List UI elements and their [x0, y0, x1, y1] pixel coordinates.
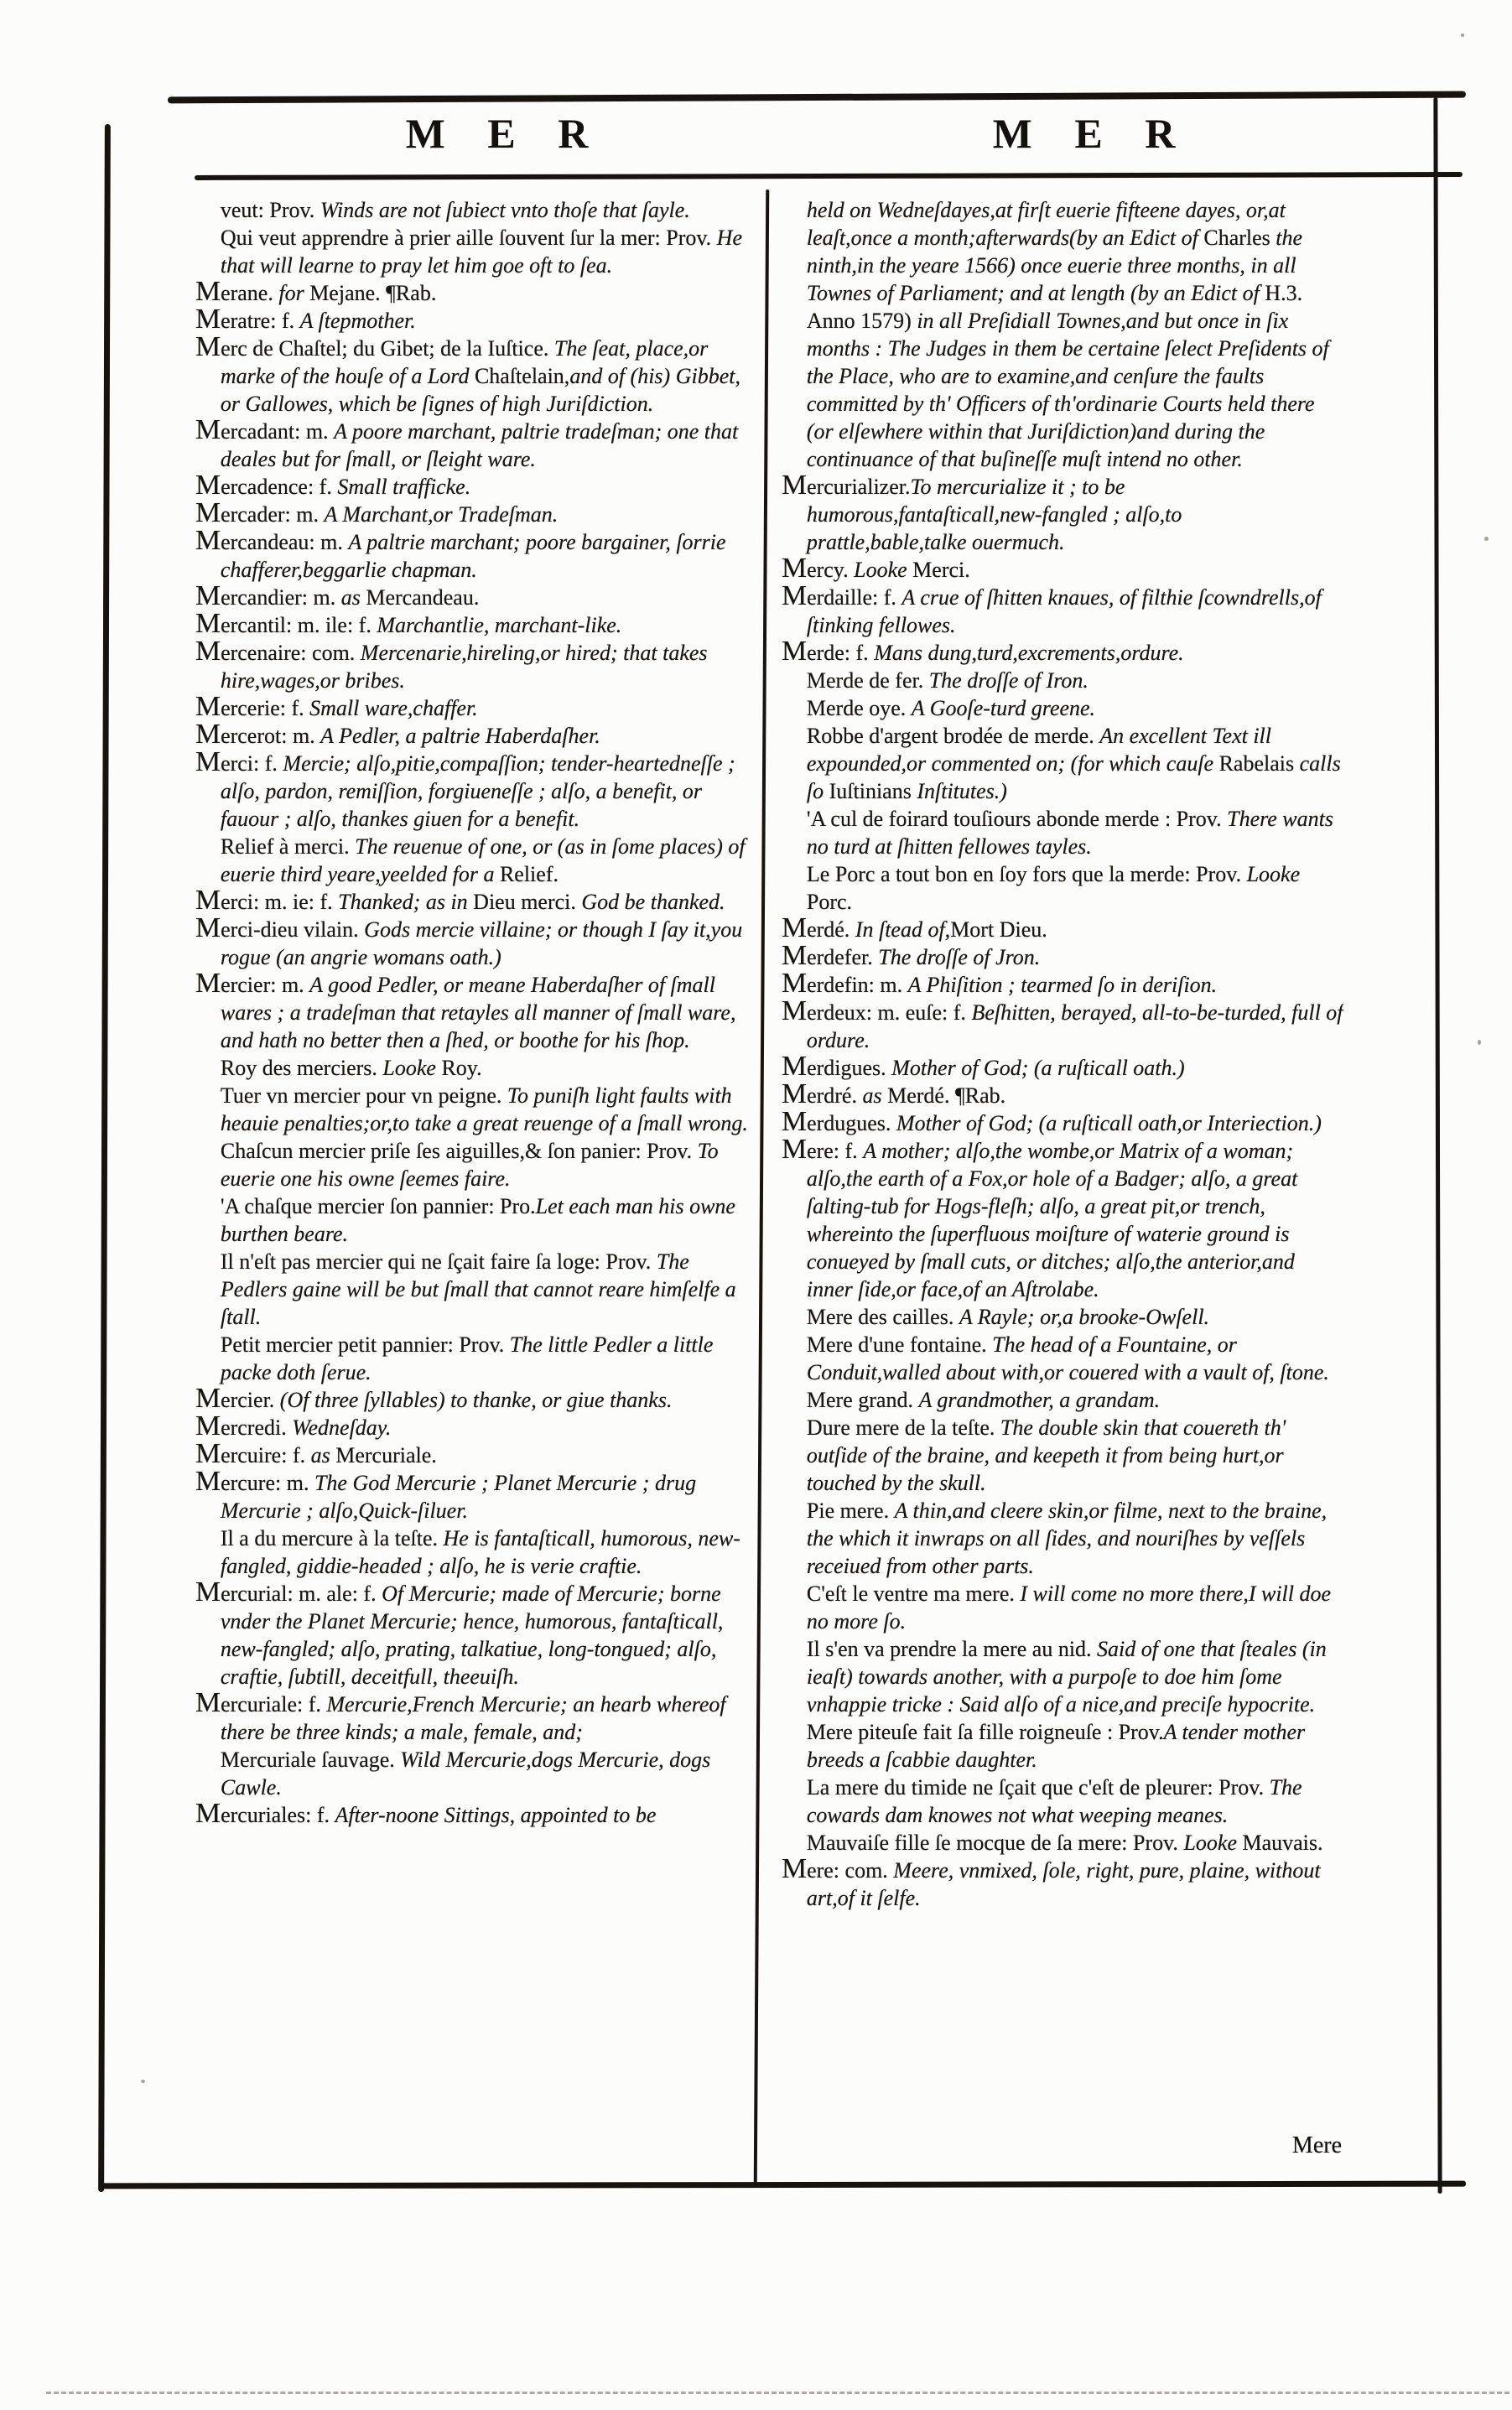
- headword-text: Mercader: m.: [195, 497, 325, 528]
- headword-text: Pie mere.: [806, 1498, 895, 1523]
- definition-text: The droſſe of Iron.: [928, 668, 1089, 693]
- dictionary-subentry: [195, 1192, 757, 1248]
- definition-text: To puniſh light faults with heauie penalties;or,to take a great reuenge of a ſmall wrong.: [220, 1083, 748, 1135]
- headword-text: Charles: [1203, 226, 1276, 250]
- definition-text: and of (his) Gibbet, or Gallowes, which be ſignes of high Juriſdiction.: [220, 364, 740, 416]
- definition-text: The head of a Fountaine, or Conduit,walled about with,or couered with a vault of, ſtone.: [806, 1332, 1329, 1384]
- definition-text: Meere, vnmixed, ſole, right, pure, plaine, without art,of it ſelfe.: [806, 1858, 1321, 1910]
- dictionary-subentry: [782, 805, 1343, 860]
- dictionary-entry: [195, 885, 757, 916]
- definition-text: as: [862, 1083, 888, 1108]
- dictionary-subentry: [195, 1137, 757, 1192]
- headword-text: Relief à merci.: [220, 834, 356, 859]
- definition-text: Wild Mercurie,dogs Mercurie, dogs Cawle.: [220, 1748, 711, 1800]
- headword-text: Relief.: [499, 862, 559, 886]
- definition-text: Gods mercie villaine; or though I ſay it,you rogue (an angrie womans oath.): [220, 917, 743, 969]
- definition-text: The Pedlers gaine will be but ſmall that cannot reare himſelfe a ſtall.: [220, 1249, 736, 1329]
- definition-text: After-noone Sittings, appointed to be: [335, 1803, 657, 1827]
- headword-text: Meratre: f.: [195, 304, 300, 335]
- headword-text: Mercantil: m. ile: f.: [195, 608, 377, 639]
- definition-text: The droſſe of Jron.: [878, 945, 1041, 969]
- headword-text: Il s'en va prendre la mere au nid.: [806, 1637, 1098, 1661]
- dictionary-subentry: [195, 1524, 757, 1580]
- dictionary-entry: [782, 636, 1343, 667]
- definition-text: A Pedler, a paltrie Haberdaſher.: [320, 724, 600, 748]
- dictionary-entry: [195, 968, 757, 1054]
- dictionary-subentry: [782, 694, 1343, 722]
- definition-text: Of Mercurie; made of Mercurie; borne vnder the Planet Mercurie; hence, humorous, fantaſticall, new-fangled; alſo, prating, talkatiue, long-tongued; alſo, craftie, ſubtill, deceitfull, theeuiſh.: [220, 1582, 724, 1689]
- headword-text: Mercerie: f.: [195, 691, 310, 722]
- dictionary-subentry: [782, 1774, 1343, 1829]
- headword-text: Merde: f.: [782, 636, 875, 667]
- page-bottom-edge: [46, 2392, 1509, 2394]
- dictionary-entry: [782, 1853, 1343, 1912]
- headword-text: Mercurial: m. ale: f.: [195, 1576, 382, 1608]
- definition-text: Mercenarie,hireling,or hired; that takes hire,wages,or bribes.: [220, 641, 708, 693]
- dictionary-entry: [195, 1383, 757, 1414]
- headword-text: Mercure: m.: [195, 1466, 314, 1497]
- definition-text: Mercie; alſo,pitie,compaſſion; tender-heartedneſſe ; alſo, pardon, remiſſion, forgiueneſſe ; alſo, a benefit, or fauour ; alſo, thankes giuen for a benefit.: [220, 751, 735, 831]
- bottom-rule: [101, 2181, 1466, 2189]
- headword-text: Mercier.: [195, 1383, 280, 1414]
- headword-text: Porc.: [806, 890, 853, 914]
- headword-text: Il n'eſt pas mercier qui ne ſçait faire ſa loge: Prov.: [220, 1249, 657, 1274]
- dictionary-entry: [195, 525, 757, 584]
- definition-text: The reuenue of one, or (as in ſome places) of euerie third yeare,yeelded for a: [220, 834, 746, 886]
- definition-text: as: [310, 1443, 336, 1467]
- definition-text: Looke: [382, 1056, 442, 1080]
- definition-text: Marchantlie, marchant-like.: [377, 613, 622, 637]
- definition-text: A Marchant,or Tradeſman.: [324, 502, 559, 527]
- headword-text: Dieu merci.: [473, 890, 582, 914]
- definition-text: held on Wedneſdayes,at firſt euerie fifteene dayes, or,at leaſt,once a month;afterwards(by an Edict of: [806, 198, 1286, 250]
- dictionary-entry: [195, 470, 757, 501]
- dictionary-entry: [782, 553, 1343, 584]
- headword-text: Mauvaiſe fille ſe mocque de ſa mere: Prov.: [806, 1831, 1184, 1855]
- headword-text: Merdaille: f.: [782, 580, 902, 611]
- headword-text: Merdé.: [782, 912, 855, 943]
- definition-text: Small trafficke.: [337, 475, 471, 499]
- dictionary-subentry: [195, 833, 757, 888]
- definition-text: God be thanked.: [581, 890, 725, 914]
- running-header-right: M E R: [992, 110, 1192, 157]
- dictionary-entry: [782, 1051, 1343, 1082]
- definition-text: Said of one that ſteales (in ieaſt) towards another, with a purpoſe to doe him ſome vnhappie tricke : Said alſo of a nice,and preciſe hypocrite.: [806, 1637, 1327, 1717]
- definition-text: Small ware,chaffer.: [309, 696, 478, 720]
- definition-text: Mercurie,French Mercurie; an hearb whereof there be three kinds; a male, female, and;: [220, 1692, 726, 1744]
- definition-text: Mother of God; (a ruſticall oath,or Interiection.): [896, 1111, 1322, 1135]
- definition-text: the ninth,in the yeare 1566) once euerie three months, in all Townes of Parliament; and at length (by an Edict of: [806, 226, 1303, 305]
- definition-text: I will come no more there,I will doe no more ſo.: [806, 1582, 1332, 1634]
- definition-text: To mercurialize it ; to be humorous,fantaſticall,new-fangled ; alſo,to prattle,bable,talke ouermuch.: [806, 475, 1182, 554]
- definition-text: The ſeat, place,or marke of the houſe of a Lord: [220, 336, 709, 388]
- headword-text: Merdefin: m.: [782, 968, 908, 999]
- dictionary-entry: [195, 331, 757, 418]
- headword-text: Mercuriale.: [335, 1443, 437, 1467]
- definition-text: A good Pedler, or meane Haberdaſher of ſmall wares ; a tradeſman that retayles all manner of ſmall ware, and hath no better then a ſhed, or boothe for his ſhop.: [220, 973, 736, 1052]
- headword-text: Merci.: [912, 558, 970, 582]
- headword-text: Mercy.: [782, 553, 855, 584]
- dictionary-entry: [195, 414, 757, 473]
- left-border: [98, 124, 111, 2192]
- dictionary-entry: [195, 497, 757, 528]
- top-rule: [168, 91, 1466, 104]
- dictionary-entry: [782, 940, 1343, 971]
- dictionary-subentry: [195, 1248, 757, 1331]
- dictionary-subentry: [782, 722, 1343, 805]
- scan-speck: [141, 2080, 145, 2083]
- dictionary-entry: [195, 912, 757, 971]
- headword-text: Mere d'une fontaine.: [806, 1332, 993, 1357]
- dictionary-subentry: [195, 1082, 757, 1137]
- definition-text: A Gooſe-turd greene.: [911, 696, 1096, 720]
- dictionary-subentry: [782, 1829, 1343, 1857]
- headword-text: Mercuriale ſauvage.: [220, 1748, 401, 1772]
- definition-text: He is fantaſticall, humorous, new-fangled, giddie-headed ; alſo, he is verie craftie.: [220, 1526, 740, 1578]
- dictionary-entry: [195, 1438, 757, 1469]
- headword-text: Mercerot: m.: [195, 719, 321, 750]
- dictionary-entry: [195, 304, 757, 335]
- headword-text: Mercuire: f.: [195, 1438, 311, 1469]
- headword-text: Merdefer.: [782, 940, 879, 971]
- headword-text: Mercuriales: f.: [195, 1798, 335, 1829]
- headword-text: Petit mercier petit pannier: Prov.: [220, 1332, 510, 1357]
- headword-text: Chaſtelain,: [474, 364, 570, 388]
- dictionary-entry: [782, 1106, 1343, 1137]
- headword-text: Mere: com.: [782, 1853, 894, 1884]
- dictionary-entry: [782, 912, 1343, 943]
- dictionary-subentry: [782, 1635, 1343, 1718]
- dictionary-entry: [195, 691, 757, 722]
- definition-text: A poore marchant, paltrie tradeſman; one that deales but for ſmall, or ſleight ware.: [220, 419, 739, 471]
- definition-text: A tender mother breeds a ſcabbie daughter.: [806, 1720, 1306, 1772]
- dictionary-continuation: [782, 196, 1343, 473]
- dictionary-subentry: [782, 1580, 1343, 1635]
- headword-text: Mercadant: m.: [195, 414, 335, 445]
- dictionary-entry: [195, 746, 757, 833]
- definition-text: A thin,and cleere skin,or filme, next to the braine, the which it inwraps on all ſides, and nouriſhes by veſſels receiued from other parts.: [806, 1498, 1328, 1578]
- headword-text: veut: Prov.: [220, 198, 320, 222]
- definition-text: A Phiſition ; tearmed ſo in deriſion.: [907, 973, 1218, 997]
- dictionary-entry: [782, 470, 1343, 556]
- definition-text: A ſtepmother.: [299, 309, 416, 333]
- definition-text: Looke: [1246, 862, 1301, 886]
- dictionary-subentry: [782, 667, 1343, 694]
- definition-text: The little Pedler a little packe doth ſerue.: [220, 1332, 714, 1384]
- dictionary-entry: [782, 580, 1343, 639]
- headword-text: Chaſcun mercier priſe ſes aiguilles,& ſon panier: Prov.: [220, 1139, 698, 1163]
- dictionary-subentry: [782, 1718, 1343, 1774]
- definition-text: A mother; alſo,the wombe,or Matrix of a woman; alſo,the earth of a Fox,or hole of a Badger; alſo, a great ſalting-tub for Hogs-fleſh; alſo, a great pit,or trench, whereinto the ſuperfluous moiſture of waterie ground is conueyed by ſmall cuts, or ditches; alſo,the anterior,and inner ſide,or face,of an Aſtrolabe.: [806, 1139, 1298, 1301]
- right-column: [782, 196, 1343, 1912]
- headword-text: Mercredi.: [195, 1410, 293, 1441]
- headword-text: Il a du mercure à la teſte.: [220, 1526, 444, 1550]
- headword-text: Mejane. ¶Rab.: [309, 281, 437, 305]
- definition-text: The cowards dam knowes not what weeping meanes.: [806, 1775, 1302, 1827]
- dictionary-subentry: [782, 1303, 1343, 1331]
- headword-text: Mercuriale: f.: [195, 1687, 327, 1718]
- dictionary-subentry: [782, 1414, 1343, 1497]
- headword-text: 'A chaſque mercier ſon pannier: Pro.: [220, 1194, 536, 1218]
- dictionary-entry: [195, 1466, 757, 1524]
- headword-text: Mere des cailles.: [806, 1305, 959, 1329]
- dictionary-entry: [195, 1576, 757, 1691]
- headword-text: Merane.: [195, 276, 279, 307]
- headword-text: Merc de Chaſtel; du Gibet; de la Iuſtice.: [195, 331, 554, 362]
- definition-text: A Rayle; or,a brooke-Owſell.: [959, 1305, 1210, 1329]
- headword-text: Mort Dieu.: [950, 917, 1047, 942]
- definition-text: (Of three ſyllables) to thanke, or giue thanks.: [279, 1388, 673, 1412]
- definition-text: A grandmother, a grandam.: [918, 1388, 1161, 1412]
- dictionary-subentry: [782, 1386, 1343, 1414]
- headword-text: Mercenaire: com.: [195, 636, 361, 667]
- headword-text: Dure mere de la teſte.: [806, 1415, 1000, 1440]
- definition-text: Beſhitten, berayed, all-to-be-turded, full of ordure.: [806, 1000, 1343, 1052]
- headword-text: Merci-dieu vilain.: [195, 912, 365, 943]
- definition-text: Mother of God; (a ruſticall oath.): [891, 1056, 1185, 1080]
- definition-text: for: [278, 281, 310, 305]
- headword-text: 'A cul de foirard touſiours abonde merde : Prov.: [806, 807, 1228, 831]
- definition-text: The double skin that couereth th' outſide of the braine, and keepeth it from being hurt,or touched by the skull.: [806, 1415, 1286, 1495]
- headword-text: Merde de fer.: [806, 668, 929, 693]
- definition-text: A crue of ſhitten knaues, of filthie ſcowndrells,of ſtinking fellowes.: [806, 585, 1322, 637]
- headword-text: La mere du timide ne ſçait que c'eſt de pleurer: Prov.: [806, 1775, 1270, 1800]
- headword-text: Mauvais.: [1242, 1831, 1323, 1855]
- running-header-left: M E R: [405, 110, 605, 157]
- scan-speck: [1478, 1040, 1481, 1045]
- definition-text: A paltrie marchant; poore bargainer, ſorrie chafferer,beggarlie chapman.: [220, 530, 726, 582]
- headword-text: Mere piteuſe fait ſa fille roigneuſe : Prov.: [806, 1720, 1164, 1744]
- left-column: [195, 196, 757, 1829]
- dictionary-subentry: [195, 1054, 757, 1082]
- headword-text: Mere grand.: [806, 1388, 919, 1412]
- headword-text: Merde oye.: [806, 696, 912, 720]
- headword-text: Mercandeau.: [366, 585, 480, 610]
- dictionary-subentry: [782, 860, 1343, 916]
- definition-text: Let each man his owne burthen beare.: [220, 1194, 735, 1246]
- headword-text: Mercadence: f.: [195, 470, 338, 501]
- dictionary-subentry: [195, 1331, 757, 1386]
- dictionary-entry: [195, 1410, 757, 1441]
- dictionary-entry: [195, 1798, 757, 1829]
- definition-text: in all Preſidiall Townes,and but once in ſix months : The Judges in them be certaine ſelect Preſidents of the Place, who are to examine,and cenſure the faults committed by th' Officers of th'ordinarie Courts held there (or elſewhere within that Juriſdiction)and during the continuance of that buſineſſe muſt intend no other.: [806, 309, 1329, 471]
- catchword: Mere: [1291, 2132, 1342, 2158]
- headword-text: Le Porc a tout bon en ſoy fors que la merde: Prov.: [806, 862, 1247, 886]
- headword-text: Merdugues.: [782, 1106, 896, 1137]
- definition-text: Winds are not ſubiect vnto thoſe that ſayle.: [320, 198, 690, 222]
- headword-text: Merci: m. ie: f.: [195, 885, 339, 916]
- dictionary-entry: [195, 276, 757, 307]
- definition-text: Wedneſday.: [292, 1415, 392, 1440]
- dictionary-entry: [195, 636, 757, 694]
- dictionary-entry: [195, 1687, 757, 1746]
- headword-text: Mere: f.: [782, 1134, 864, 1165]
- dictionary-subentry: [782, 1331, 1343, 1386]
- definition-text: Mans dung,turd,excrements,ordure.: [874, 641, 1184, 665]
- headword-text: Roy.: [441, 1056, 482, 1080]
- headword-text: Rabelais: [1218, 751, 1300, 776]
- right-border: [1433, 97, 1442, 2194]
- headword-text: Mercurializer.: [782, 470, 911, 501]
- headword-text: Merci: f.: [195, 746, 283, 777]
- dictionary-entry: [195, 580, 757, 611]
- definition-text: Looke: [1183, 1831, 1243, 1855]
- dictionary-continuation: [195, 196, 757, 224]
- dictionary-subentry: [195, 1746, 757, 1801]
- headword-text: Roy des merciers.: [220, 1056, 383, 1080]
- definition-text: An excellent Text ill expounded,or commented on; (for which cauſe: [806, 724, 1272, 776]
- dictionary-entry: [782, 995, 1343, 1054]
- definition-text: The God Mercurie ; Planet Mercurie ; drug Mercurie ; alſo,Quick-ſiluer.: [220, 1471, 697, 1523]
- header-rule: [195, 172, 1463, 180]
- headword-text: Merdé. ¶Rab.: [887, 1083, 1006, 1108]
- scan-speck: [1484, 537, 1489, 541]
- headword-text: Robbe d'argent brodée de merde.: [806, 724, 1100, 748]
- dictionary-entry: [195, 608, 757, 639]
- dictionary-entry: [195, 719, 757, 750]
- definition-text: calls ſo: [806, 751, 1341, 803]
- definition-text: He that will learne to pray let him goe oft to ſea.: [220, 226, 742, 278]
- headword-text: Mercier: m.: [195, 968, 310, 999]
- definition-text: Inſtitutes.): [917, 779, 1007, 803]
- headword-text: Mercandier: m.: [195, 580, 341, 611]
- definition-text: Looke: [854, 558, 913, 582]
- headword-text: Tuer vn mercier pour vn peigne.: [220, 1083, 507, 1108]
- definition-text: There wants no turd at ſhitten fellowes tayles.: [806, 807, 1333, 859]
- headword-text: H.3. Anno 1579): [806, 281, 1303, 333]
- scan-speck: [1461, 34, 1464, 37]
- headword-text: Mercandeau: m.: [195, 525, 349, 556]
- headword-text: Qui veut apprendre à prier aille ſouvent ſur la mer: Prov.: [220, 226, 717, 250]
- definition-text: as: [340, 585, 366, 610]
- headword-text: Iuſtinians: [829, 779, 917, 803]
- dictionary-entry: [782, 1134, 1343, 1303]
- definition-text: In ſtead of,: [855, 917, 951, 942]
- headword-text: C'eſt le ventre ma mere.: [806, 1582, 1021, 1606]
- headword-text: Merdré.: [782, 1078, 863, 1109]
- headword-text: Merdigues.: [782, 1051, 892, 1082]
- definition-text: To euerie one his owne ſeemes faire.: [220, 1139, 719, 1191]
- dictionary-entry: [782, 968, 1343, 999]
- dictionary-entry: [782, 1078, 1343, 1109]
- dictionary-subentry: [782, 1497, 1343, 1580]
- dictionary-continuation: [195, 224, 757, 279]
- headword-text: Merdeux: m. euſe: f.: [782, 995, 972, 1026]
- definition-text: Thanked; as in: [338, 890, 474, 914]
